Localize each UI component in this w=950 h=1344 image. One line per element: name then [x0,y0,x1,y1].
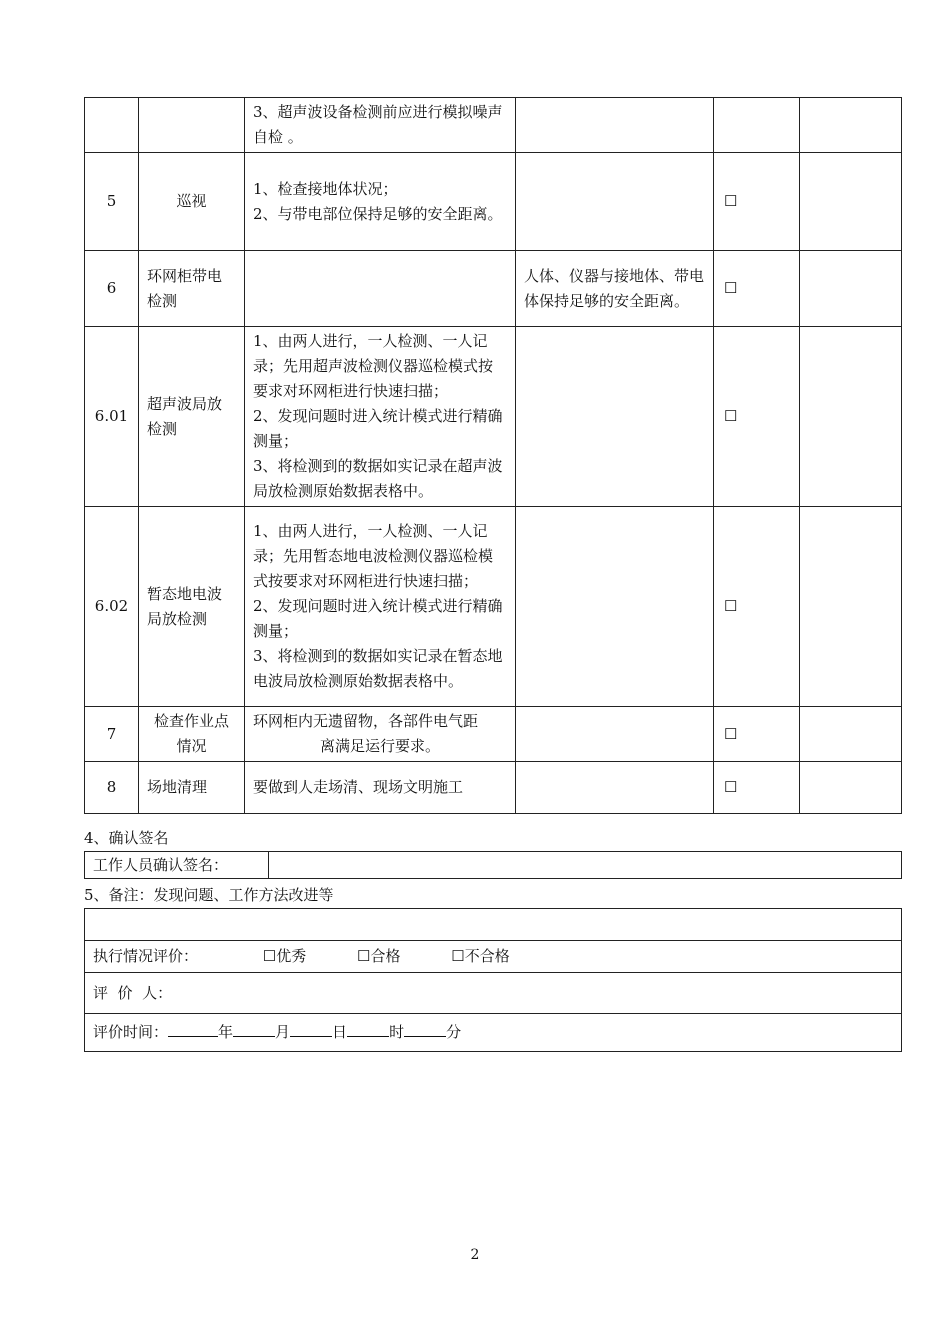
content-line: 2、发现问题时进入统计模式进行精确测量； [253,597,503,640]
evaluator-label: 评 价 人： [93,983,173,1002]
remark-cell [800,507,902,707]
step-number [85,98,139,153]
remark-cell [800,153,902,251]
hour-blank[interactable] [347,1022,389,1037]
minute-blank[interactable] [404,1022,446,1037]
page-number: 2 [470,1247,480,1263]
step-number: 5 [85,153,139,251]
remarks-section-title: 5、备注：发现问题、工作方法改进等 [84,886,334,904]
option-excellent[interactable]: ☐优秀 [262,947,307,965]
step-number: 6 [85,251,139,327]
step-content [245,327,516,507]
content-line: 3、超声波设备检测前应进行模拟噪声自检 。 [253,103,503,146]
content-line: 1、由两人进行，一人检测、一人记录；先用超声波检测仪器巡检模式按要求对环网柜进行快速扫描； [253,332,494,400]
evaluation-time-row [85,1014,902,1052]
content-line: 要做到人走场清、现场文明施工 [253,778,464,796]
check-box[interactable]: ☐ [714,707,800,762]
content-line: 3、将检测到的数据如实记录在暂态地电波局放检测原始数据表格中。 [253,647,503,690]
step-content [245,98,516,153]
check-box[interactable]: ☐ [714,327,800,507]
year-blank[interactable] [168,1022,218,1037]
step-item: 暂态地电波局放检测 [139,507,245,707]
check-box[interactable]: ☐ [714,251,800,327]
step-content [245,251,516,327]
option-qualified[interactable]: ☐合格 [357,947,401,965]
check-box[interactable]: ☐ [714,507,800,707]
signature-label: 工作人员确认签名： [85,852,269,879]
option-unqualified[interactable]: ☐不合格 [451,947,510,965]
sign-section-title: 4、确认签名 [84,829,169,847]
evaluator-row [85,973,902,1014]
remark-cell [800,251,902,327]
step-content [245,153,516,251]
check-box[interactable]: ☐ [714,153,800,251]
month-blank[interactable] [233,1022,275,1037]
step-item: 环网柜带电检测 [139,251,245,327]
day-blank[interactable] [290,1022,332,1037]
step-number: 6.02 [85,507,139,707]
step-content [245,762,516,814]
evaluation-label: 执行情况评价： [93,947,199,965]
evaluation-row [85,941,902,973]
step-content [245,707,516,762]
year-unit: 年 [218,1023,234,1041]
signature-field[interactable] [269,852,902,879]
day-unit: 日 [332,1023,348,1041]
risk-note [516,762,714,814]
step-content [245,507,516,707]
step-item: 巡视 [139,153,245,251]
step-item [139,98,245,153]
table-row [85,98,902,153]
content-line: 2、发现问题时进入统计模式进行精确测量； [253,407,503,450]
risk-note [516,327,714,507]
check-box[interactable] [714,98,800,153]
remark-cell [800,762,902,814]
step-number: 8 [85,762,139,814]
step-item: 检查作业点情况 [139,707,245,762]
minute-unit: 分 [446,1023,462,1041]
work-procedure-table [84,97,902,814]
content-line: 1、检查接地体状况； [253,179,398,198]
remark-cell [800,327,902,507]
risk-note [516,507,714,707]
content-line: 1、由两人进行，一人检测、一人记录；先用暂态地电波检测仪器巡检模式按要求对环网柜进行快速扫描； [253,522,494,590]
remark-cell [800,98,902,153]
risk-note [516,707,714,762]
step-item: 场地清理 [139,762,245,814]
table-row [85,327,902,507]
content-line: 3、将检测到的数据如实记录在超声波局放检测原始数据表格中。 [253,457,503,500]
table-row [85,507,902,707]
step-item: 超声波局放检测 [139,327,245,507]
content-line: 离满足运行要求。 [319,737,440,755]
remark-cell [800,707,902,762]
check-box[interactable]: ☐ [714,762,800,814]
table-row [85,251,902,327]
table-row [85,762,902,814]
hour-unit: 时 [389,1023,405,1041]
remarks-field[interactable] [85,909,902,941]
step-number: 6.01 [85,327,139,507]
risk-note: 人体、仪器与接地体、带电体保持足够的安全距离。 [516,251,714,327]
content-line: 2、与带电部位保持足够的安全距离。 [253,204,503,223]
evaluation-time-label: 评价时间： [93,1023,169,1041]
sign-table [84,851,902,879]
step-number: 7 [85,707,139,762]
table-row [85,153,902,251]
month-unit: 月 [275,1023,291,1041]
risk-note [516,98,714,153]
content-line: 环网柜内无遗留物，各部件电气距 [253,712,479,730]
table-row [85,707,902,762]
remarks-table [84,908,902,1052]
risk-note [516,153,714,251]
